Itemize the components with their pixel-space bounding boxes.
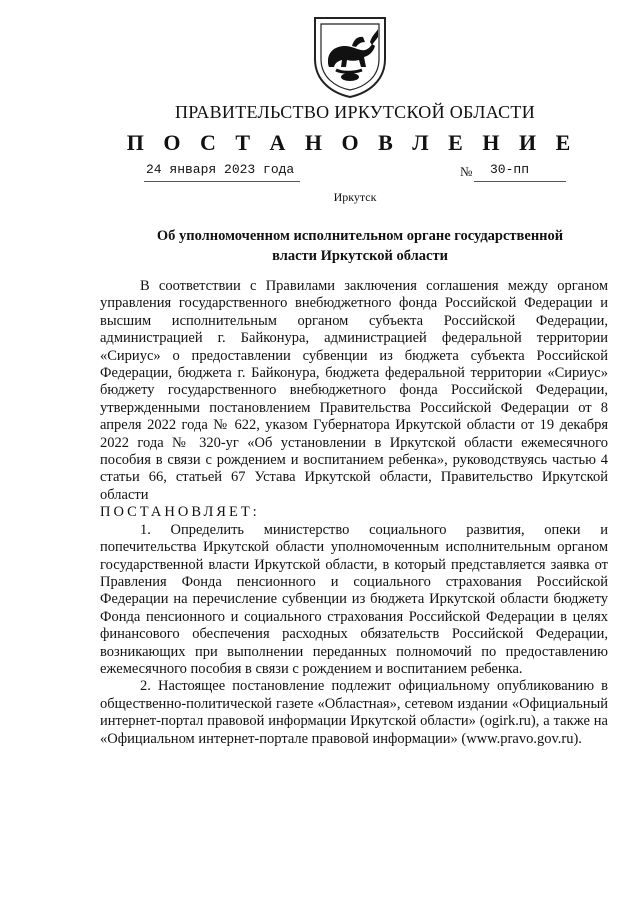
document-number: 30-пп — [490, 162, 530, 177]
coat-of-arms-icon — [312, 15, 388, 99]
number-label: № — [460, 164, 473, 179]
preamble-paragraph: В соответствии с Правилами заключения соглашения между органом управления государственного внебюджетного фонда Российской Федерации и высшим исполнительным органом субъекта Российской Федерации, администрацией г. Байконура, администрацией федеральной территории «Сириус» о предоставлении субвенции из бюджета субъекта Российской Федерации, бюджета г. Байконура, бюджета федеральной территории «Сириус» бюджету государственного внебюджетного фонда Российской Федерации, утвержденными постановлением Правительства Российской Федерации от 8 апреля 2022 года № 622, указом Губернатора Иркутской области от 19 декабря 2022 года № 320-уг «Об установлении в Иркутской области ежемесячного пособия в связи с рождением и воспитанием ребенка», руководствуясь частью 4 статьи 66, статьей 67 Устава Иркутской области, Правительство Иркутской области — [100, 278, 608, 503]
city: Иркутск — [333, 190, 377, 204]
date-underline — [144, 181, 300, 182]
title-line-2: власти Иркутской области — [272, 248, 448, 264]
government-name: ПРАВИТЕЛЬСТВО ИРКУТСКОЙ ОБЛАСТИ — [174, 102, 536, 122]
item-1-paragraph: 1. Определить министерство социального развития, опеки и попечительства Иркутской области уполномоченным исполнительным органом государственной власти Иркутской области, в который представляется заявка от Правления Фонда пенсионного и социального страхования Российской Федерации на перечисление субвенции из бюджета Иркутской области бюджету Фонда пенсионного и социального страхования Российской Федерации в целях финансового обеспечения расходных обязательств Российской Федерации, возникающих при выполнении переданных полномочий по предоставлению ежемесячного пособия в связи с рождением и воспитанием ребенка. — [100, 521, 608, 677]
item-2-paragraph: 2. Настоящее постановление подлежит официальному опубликованию в общественно-политической газете «Областная», сетевом издании «Официальный интернет-портал правовой информации Иркутской области» (ogirk.ru), а также на «Официальном интернет-портале правовой информации» (www.pravo.gov.ru). — [100, 678, 608, 747]
resolves-heading: ПОСТАНОВЛЯЕТ: — [100, 504, 260, 521]
document-type: П О С Т А Н О В Л Е Н И Е — [126, 130, 578, 155]
document-body — [100, 278, 608, 748]
document-date: 24 января 2023 года — [146, 162, 295, 177]
title-line-1: Об уполномоченном исполнительном органе государственной — [156, 228, 564, 244]
document-title — [120, 226, 600, 266]
number-underline — [474, 181, 566, 182]
